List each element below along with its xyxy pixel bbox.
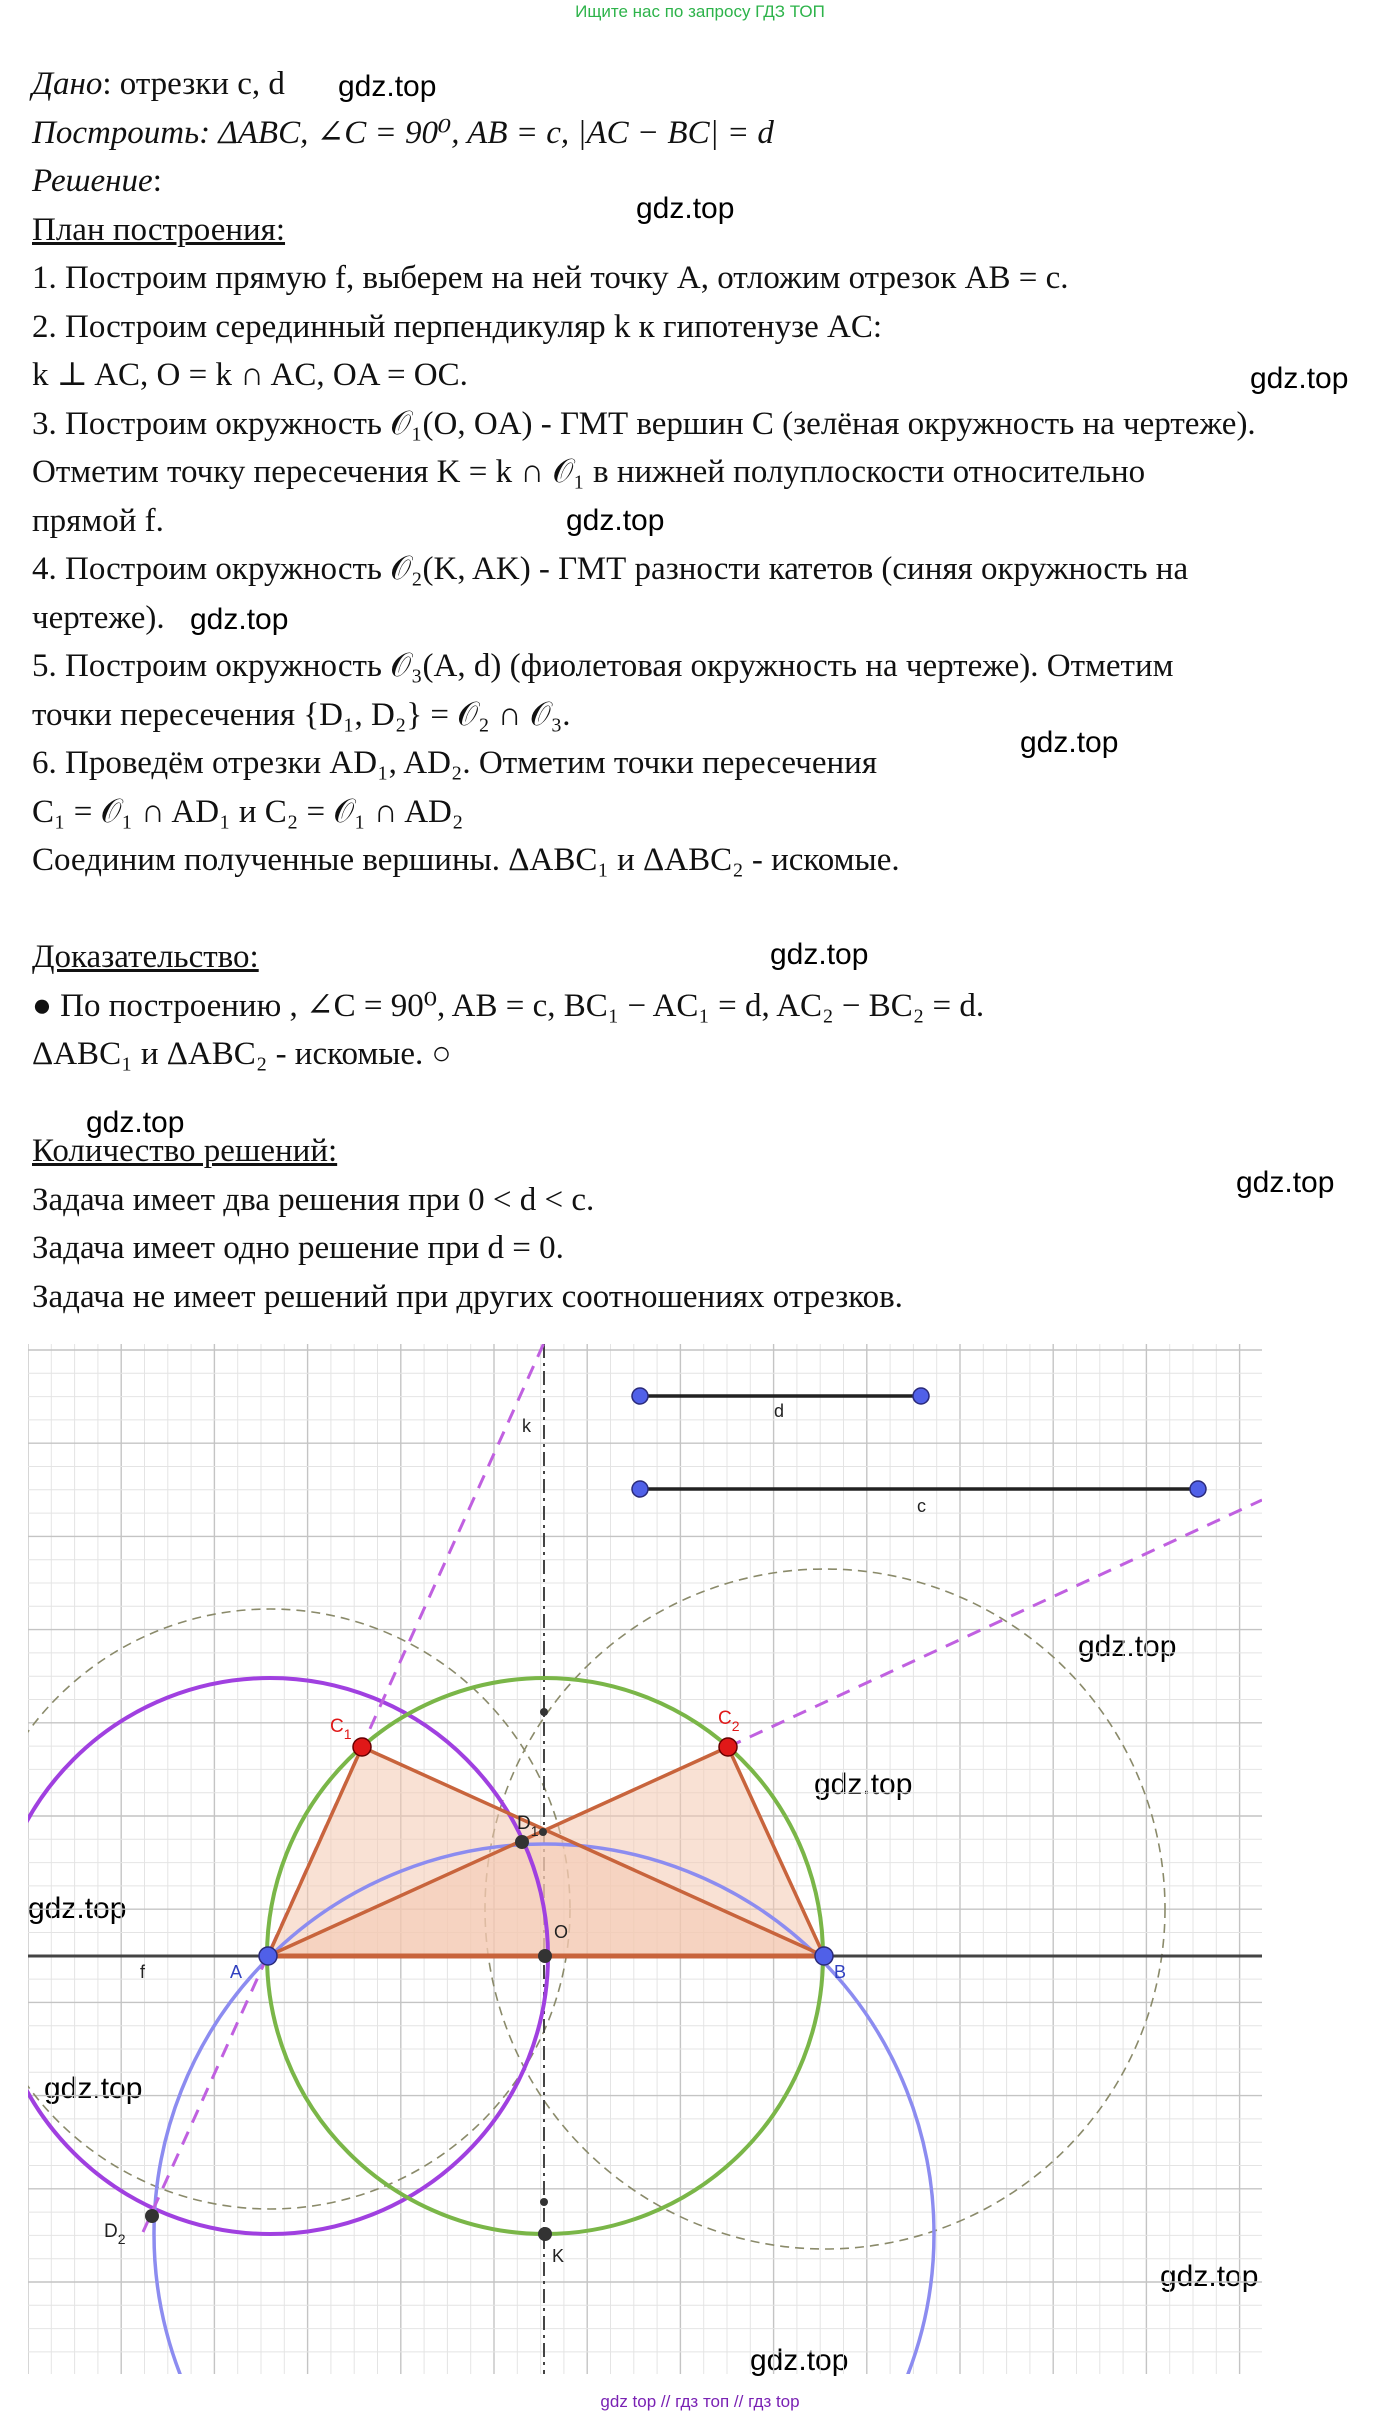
point-d1-intersection [539,1828,547,1836]
construct-text: : ΔABC, ∠C = 90⁰, AB = c, |AC − BC| = d [199,114,774,151]
point-k[interactable] [538,2227,552,2241]
given-text: : отрезки c, d [102,66,285,102]
label-d1: $D_1$ [517,1813,539,1839]
label-c: c [917,1496,926,1516]
watermark: gdz.top [770,938,869,971]
step-2-formula: k ⊥ AC, O = k ∩ AC, OA = OC. [32,357,468,393]
point-a[interactable] [259,1947,277,1965]
point-d1[interactable] [515,1835,529,1849]
watermark: gdz.top [636,192,735,225]
plan-heading: План построения: [32,211,286,248]
construct-line [32,109,1372,158]
given-label: Дано [32,66,103,102]
label-d2: $D_2$ [104,2221,126,2247]
proof-heading: Доказательство: [32,939,259,975]
watermark: gdz.top [28,1892,127,1925]
label-a: A [230,1962,243,1982]
step-3: 3. Построим окружность 𝒪₁(O, OA) - ГМТ вершин C (зелёная окружность на чертеже). [32,405,1256,442]
step-6-cont: C₁ = 𝒪₁ ∩ AD₁ и C₂ = 𝒪₁ ∩ AD₂ [32,793,464,830]
label-f: f [140,1962,146,1982]
watermark: gdz.top [44,2072,143,2105]
point-b[interactable] [815,1947,833,1965]
two-solutions: Задача имеет два решения при 0 < d < c. [32,1181,595,1218]
footer[interactable]: gdz top // гдз топ // гдз top [600,2392,800,2411]
segment-c-start[interactable] [632,1481,648,1497]
top-banner[interactable]: Ищите нас по запросу ГДЗ ТОП [575,2,825,21]
point-d2[interactable] [145,2209,159,2223]
step-2: 2. Построим серединный перпендикуляр k к гипотенузе AC: [32,308,883,345]
point-o[interactable] [538,1949,552,1963]
construction-drawing [28,1344,1262,2374]
watermark: gdz.top [338,70,437,103]
step-5: 5. Построим окружность 𝒪₃(A, d) (фиолетовая окружность на чертеже). Отметим [32,648,1174,684]
watermark: gdz.top [750,2344,849,2377]
solutions-count-heading: Количество решений: [32,1133,338,1169]
step-1: 1. Построим прямую f, выберем на ней точку A, отложим отрезок AB = c. [32,260,1069,296]
step-3-cont: Отметим точку пересечения K = k ∩ 𝒪₁ в нижней полуплоскости относительно [32,454,1146,490]
solution-label: Решение [32,163,153,199]
proof-conclusion: ΔABC₁ и ΔABC₂ - искомые. ○ [32,1036,452,1072]
watermark: gdz.top [190,603,289,636]
step-3-cont2: прямой f. [32,502,164,539]
step-5-cont: точки пересечения {D₁, D₂} = 𝒪₂ ∩ 𝒪₃. [32,696,571,733]
watermark: gdz.top [566,504,665,537]
construct-label: Построить [32,114,200,151]
solution-text [32,60,1372,1321]
proof-text: ● По построению , ∠C = 90⁰, AB = c, BC₁ − AC₁ = d, AC₂ − BC₂ = d. [32,987,985,1024]
one-solution: Задача имеет одно решение при d = 0. [32,1230,564,1266]
point-lower-intersection [540,2198,548,2206]
watermark: gdz.top [1160,2260,1259,2293]
segment-c-end[interactable] [1190,1481,1206,1497]
point-c1[interactable] [353,1738,371,1756]
label-k: k [522,1416,531,1436]
no-solutions: Задача не имеет решений при других соотношениях отрезков. [32,1278,903,1315]
label-c1: $C_1$ [330,1716,352,1742]
watermark: gdz.top [86,1106,185,1139]
segment-d-end[interactable] [913,1388,929,1404]
point-c2[interactable] [719,1738,737,1756]
given-line [32,60,1372,109]
label-k-point: K [552,2246,565,2266]
watermark: gdz.top [1250,362,1349,395]
label-c2: $C_2$ [718,1708,740,1734]
label-d: d [774,1401,785,1421]
step-conclusion: Соединим полученные вершины. ΔABC₁ и ΔABC₂ - искомые. [32,842,900,878]
solution-colon: : [152,163,162,199]
watermark: gdz.top [814,1768,913,1801]
watermark: gdz.top [1020,726,1119,759]
watermark: gdz.top [1236,1166,1335,1199]
label-o: O [554,1922,569,1942]
segment-d-start[interactable] [632,1388,648,1404]
step-6: 6. Проведём отрезки AD₁, AD₂. Отметим точки пересечения [32,745,877,781]
label-b: B [834,1962,847,1982]
step-4-cont: чертеже). [32,599,165,636]
step-4: 4. Построим окружность 𝒪₂(K, AK) - ГМТ разности катетов (синяя окружность на [32,551,1189,587]
point-upper-intersection [540,1708,548,1716]
watermark: gdz.top [1078,1630,1177,1663]
